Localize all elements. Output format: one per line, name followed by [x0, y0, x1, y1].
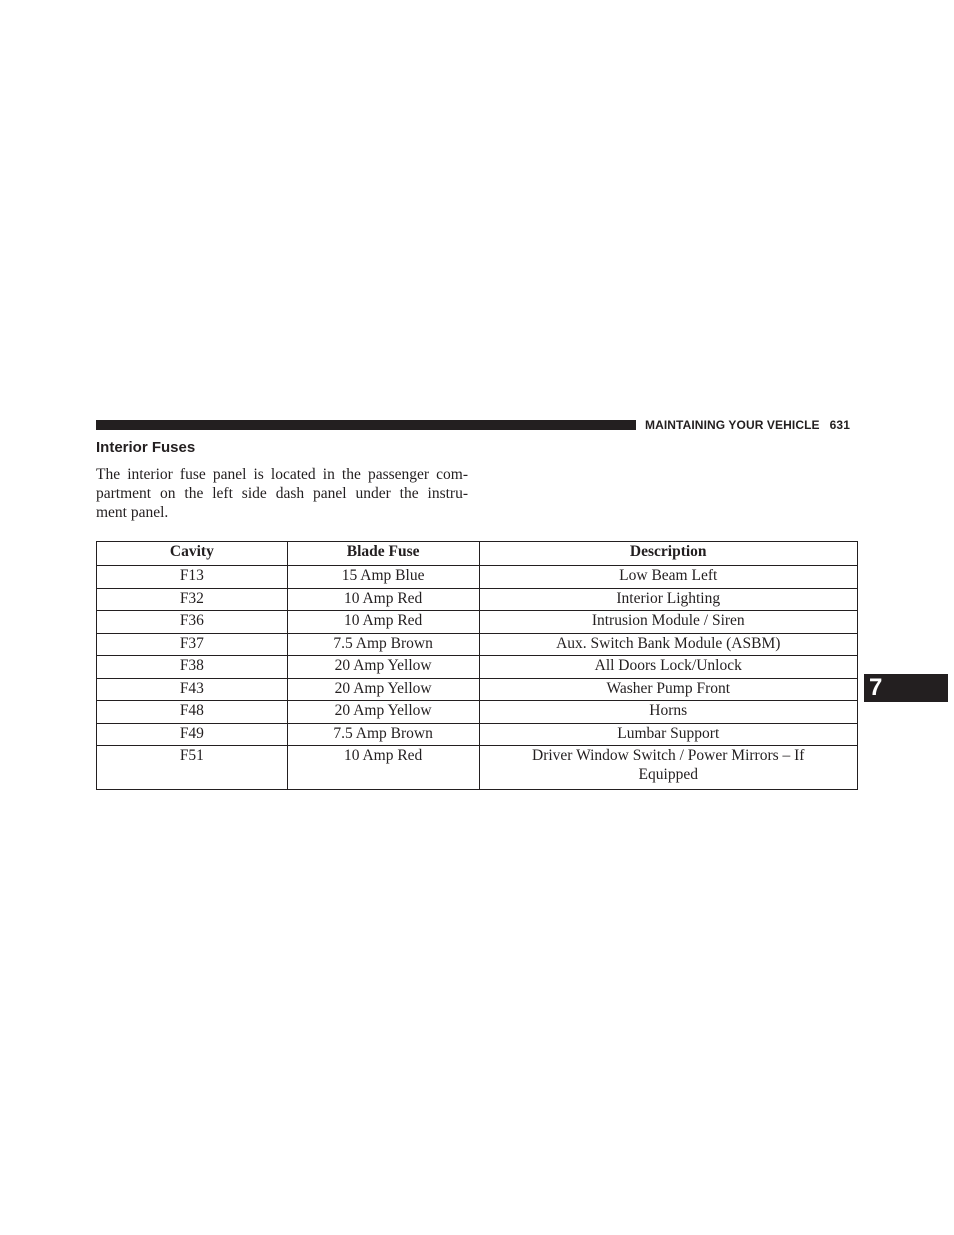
blade-fuse-cell: 10 Amp Red — [287, 611, 479, 634]
cavity-cell: F36 — [97, 611, 288, 634]
table-row — [97, 746, 858, 790]
table-row — [97, 566, 858, 589]
description-cell: Lumbar Support — [479, 723, 858, 746]
description-cell: Intrusion Module / Siren — [479, 611, 858, 634]
intro-line: ment panel. — [96, 504, 169, 521]
intro-paragraph — [96, 465, 468, 522]
description-line: Driver Window Switch / Power Mirrors – If — [532, 747, 805, 764]
cavity-cell: F13 — [97, 566, 288, 589]
cavity-cell: F48 — [97, 701, 288, 724]
description-cell — [479, 746, 858, 790]
table-header-row — [97, 542, 858, 566]
cavity-cell: F49 — [97, 723, 288, 746]
chapter-tab — [864, 674, 948, 702]
table-row — [97, 633, 858, 656]
table-row — [97, 611, 858, 634]
intro-line: The interior fuse panel is located in the passenger com- — [96, 466, 468, 483]
description-cell: Low Beam Left — [479, 566, 858, 589]
table-row — [97, 588, 858, 611]
column-header-cavity: Cavity — [97, 542, 288, 566]
description-cell: Horns — [479, 701, 858, 724]
description-cell: Interior Lighting — [479, 588, 858, 611]
cavity-cell: F51 — [97, 746, 288, 790]
fuse-table — [96, 541, 858, 790]
column-header-description: Description — [479, 542, 858, 566]
blade-fuse-cell: 15 Amp Blue — [287, 566, 479, 589]
blade-fuse-cell: 7.5 Amp Brown — [287, 723, 479, 746]
description-line: Equipped — [638, 765, 698, 783]
cavity-cell: F32 — [97, 588, 288, 611]
description-cell: Washer Pump Front — [479, 678, 858, 701]
description-cell: All Doors Lock/Unlock — [479, 656, 858, 679]
cavity-cell: F38 — [97, 656, 288, 679]
chapter-number: 7 — [869, 674, 883, 701]
cavity-cell: F43 — [97, 678, 288, 701]
table-row — [97, 678, 858, 701]
blade-fuse-cell: 10 Amp Red — [287, 588, 479, 611]
column-header-blade-fuse: Blade Fuse — [287, 542, 479, 566]
table-row — [97, 656, 858, 679]
running-header — [645, 418, 850, 432]
section-label: MAINTAINING YOUR VEHICLE — [645, 418, 820, 432]
cavity-cell: F37 — [97, 633, 288, 656]
table-row — [97, 723, 858, 746]
blade-fuse-cell: 7.5 Amp Brown — [287, 633, 479, 656]
intro-line: partment on the left side dash panel under the instru- — [96, 485, 468, 502]
page-number: 631 — [829, 418, 850, 432]
blade-fuse-cell: 20 Amp Yellow — [287, 678, 479, 701]
header-rule — [96, 420, 636, 430]
section-title: Interior Fuses — [96, 439, 196, 456]
blade-fuse-cell: 20 Amp Yellow — [287, 656, 479, 679]
description-cell: Aux. Switch Bank Module (ASBM) — [479, 633, 858, 656]
blade-fuse-cell: 20 Amp Yellow — [287, 701, 479, 724]
blade-fuse-cell: 10 Amp Red — [287, 746, 479, 790]
table-row — [97, 701, 858, 724]
